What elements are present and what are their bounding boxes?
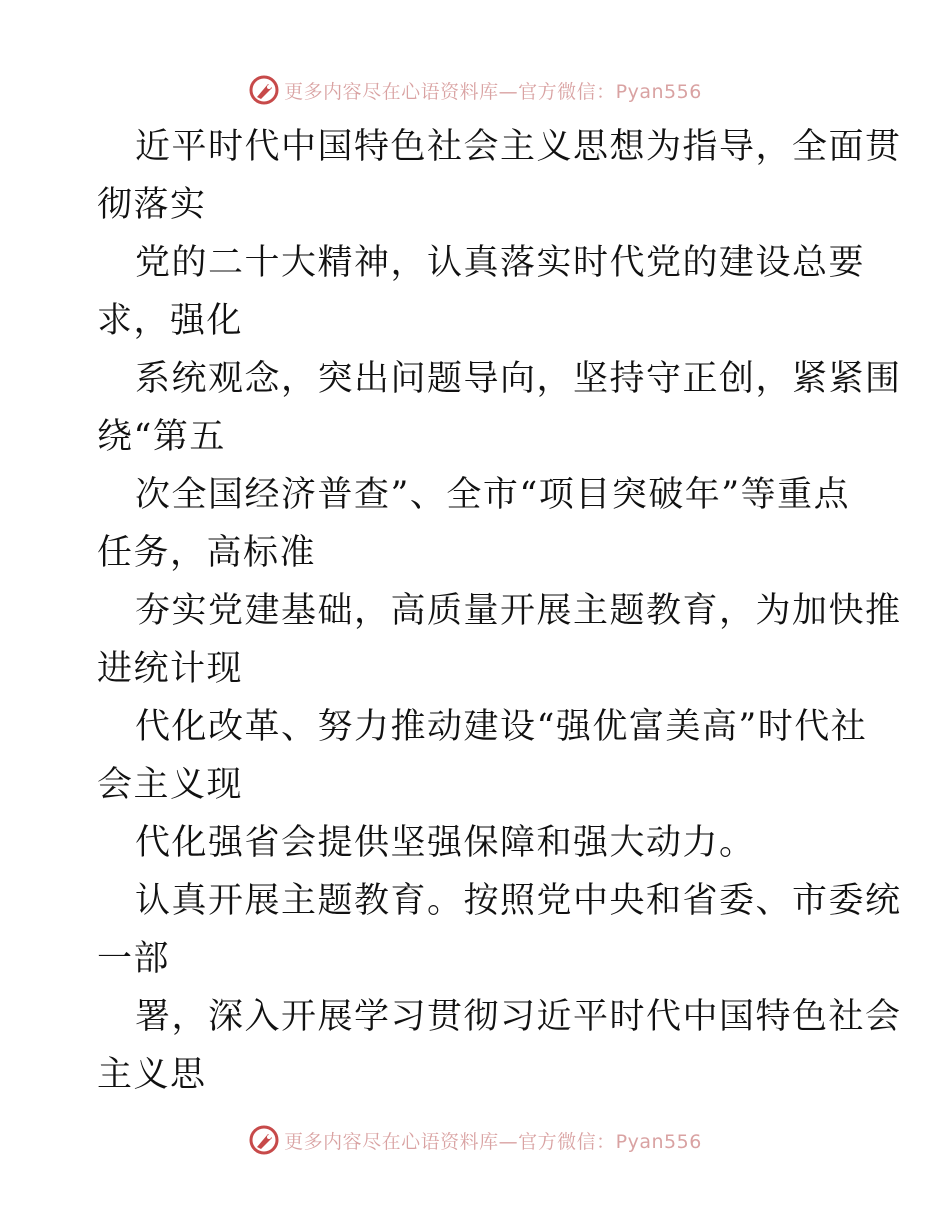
text-line: 夯实党建基础，高质量开展主题教育，为加快推 (135, 591, 902, 631)
text-line: 党的二十大精神，认真落实时代党的建设总要 (135, 243, 866, 283)
footer-banner-text: 更多内容尽在心语资料库—官方微信：Pyan556 (284, 1130, 702, 1153)
text-line: 彻落实 (97, 185, 207, 225)
text-line: 任务，高标准 (97, 533, 317, 573)
pen-nib-logo-icon (248, 1124, 280, 1156)
text-line: 系统观念，突出问题导向，坚持守正创，紧紧围 (135, 359, 902, 399)
text-line: 署，深入开展学习贯彻习近平时代中国特色社会 (135, 997, 902, 1037)
text-line: 代化强省会提供坚强保障和强大动力。 (135, 823, 756, 863)
document-body (97, 118, 902, 1104)
header-watermark-banner (0, 70, 950, 110)
header-banner-text: 更多内容尽在心语资料库—官方微信：Pyan556 (284, 80, 702, 103)
text-line: 近平时代中国特色社会主义思想为指导，全面贯 (135, 127, 902, 167)
text-line: 进统计现 (97, 649, 244, 689)
text-line: 认真开展主题教育。按照党中央和省委、市委统 (135, 881, 902, 921)
footer-watermark-banner (0, 1120, 950, 1160)
text-line: 一部 (97, 939, 171, 979)
text-line: 会主义现 (97, 765, 244, 805)
pen-nib-logo-icon (248, 74, 280, 106)
text-line: 代化改革、努力推动建设“强优富美高”时代社 (135, 707, 868, 747)
text-line: 求，强化 (97, 301, 244, 341)
text-line: 次全国经济普查”、全市“项目突破年”等重点 (135, 475, 851, 515)
text-line: 绕“第五 (97, 417, 226, 457)
text-line: 主义思 (97, 1055, 207, 1095)
